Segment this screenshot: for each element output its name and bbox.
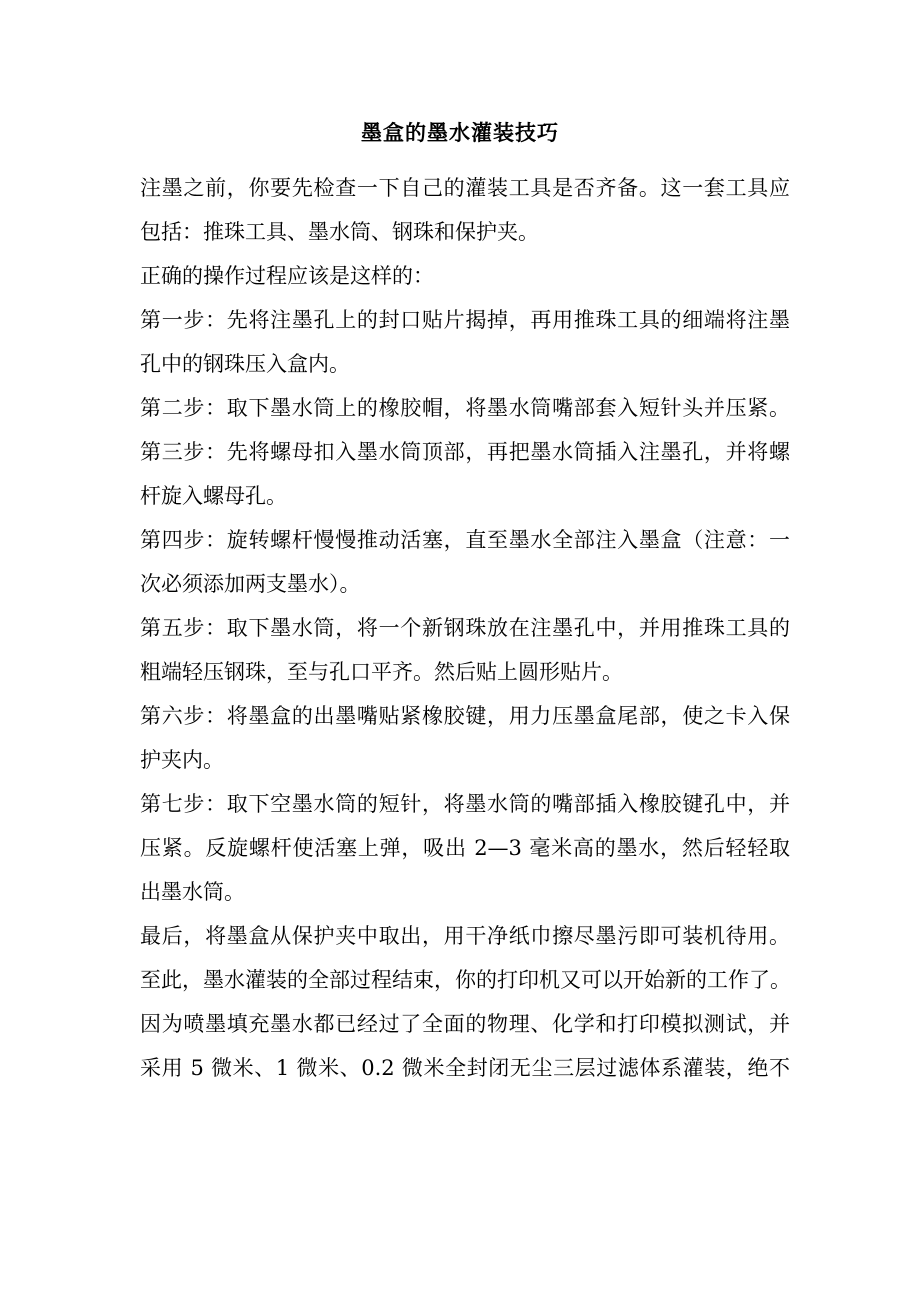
text-line: 最后，将墨盒从保护夹中取出，用干净纸巾擦尽墨污即可装机待用。: [140, 924, 790, 948]
text-line: 采用 5 微米、1 微米、0.2 微米全封闭无尘三层过滤体系灌装，绝不: [140, 1056, 790, 1080]
text-line: 第一步：先将注墨孔上的封口贴片揭掉，再用推珠工具的细端将注墨: [140, 308, 790, 332]
text-line: 第二步：取下墨水筒上的橡胶帽，将墨水筒嘴部套入短针头并压紧。: [140, 396, 790, 420]
text-line: 次必须添加两支墨水）。: [140, 572, 361, 596]
text-line: 因为喷墨填充墨水都已经过了全面的物理、化学和打印模拟测试，并: [140, 1012, 790, 1036]
text-line: 第六步：将墨盒的出墨嘴贴紧橡胶键，用力压墨盒尾部，使之卡入保: [140, 704, 790, 728]
document-title: 墨盒的墨水灌装技巧: [361, 120, 559, 145]
text-line: 第五步：取下墨水筒，将一个新钢珠放在注墨孔中，并用推珠工具的: [140, 616, 790, 640]
text-line: 第七步：取下空墨水筒的短针，将墨水筒的嘴部插入橡胶键孔中，并: [140, 792, 790, 816]
text-line: 粗端轻压钢珠，至与孔口平齐。然后贴上圆形贴片。: [140, 660, 623, 684]
text-line: 至此，墨水灌装的全部过程结束，你的打印机又可以开始新的工作了。: [140, 968, 791, 992]
text-line: 第三步：先将螺母扣入墨水筒顶部，再把墨水筒插入注墨孔，并将螺: [140, 440, 790, 464]
text-line: 正确的操作过程应该是这样的：: [140, 264, 434, 288]
text-line: 压紧。反旋螺杆使活塞上弹，吸出 2—3 毫米高的墨水，然后轻轻取: [140, 836, 790, 860]
text-line: 护夹内。: [140, 748, 224, 772]
text-line: 杆旋入螺母孔。: [140, 484, 287, 508]
document-body: [140, 166, 790, 1090]
text-line: 出墨水筒。: [140, 880, 245, 904]
text-line: 孔中的钢珠压入盒内。: [140, 352, 350, 376]
text-line: 注墨之前，你要先检查一下自己的灌装工具是否齐备。这一套工具应: [140, 176, 790, 200]
text-line: 包括：推珠工具、墨水筒、钢珠和保护夹。: [140, 220, 539, 244]
text-line: 第四步：旋转螺杆慢慢推动活塞，直至墨水全部注入墨盒（注意：一: [140, 528, 790, 552]
